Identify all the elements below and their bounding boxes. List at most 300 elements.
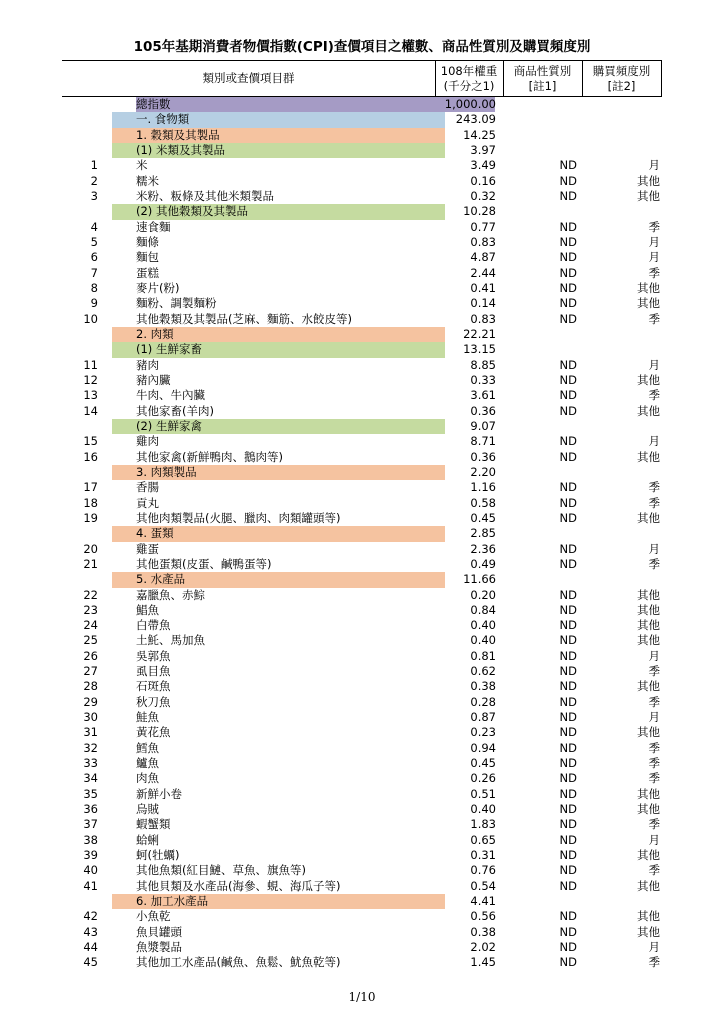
purchase-frequency: 其他 <box>637 633 660 648</box>
purchase-frequency: 季 <box>648 219 660 234</box>
item-weight: 0.40 <box>470 633 496 648</box>
table-row <box>62 603 662 618</box>
item-weight: 0.62 <box>470 664 496 679</box>
purchase-frequency: 季 <box>648 740 660 755</box>
item-number: 29 <box>83 694 98 709</box>
item-number: 45 <box>83 955 98 970</box>
item-name: 新鮮小卷 <box>136 786 182 801</box>
table-row <box>62 373 662 388</box>
item-name: 其他貝類及水產品(海參、蜆、海瓜子等) <box>136 878 341 893</box>
goods-type: ND <box>559 633 577 648</box>
item-weight: 0.36 <box>470 403 496 418</box>
item-number: 44 <box>83 940 98 955</box>
goods-type: ND <box>559 587 577 602</box>
page-number: 1/10 <box>348 990 376 1004</box>
item-number: 40 <box>83 863 98 878</box>
item-name: 其他魚類(紅目鰱、草魚、旗魚等) <box>136 863 306 878</box>
item-weight: 0.77 <box>470 219 496 234</box>
purchase-frequency: 季 <box>648 388 660 403</box>
item-name: 2. 肉類 <box>136 326 174 341</box>
table-row <box>62 633 662 648</box>
item-weight: 0.65 <box>470 832 496 847</box>
purchase-frequency: 其他 <box>637 372 660 387</box>
item-number: 11 <box>83 357 98 372</box>
item-name: 烏賊 <box>136 802 159 817</box>
item-number: 22 <box>83 587 98 602</box>
goods-type: ND <box>559 940 577 955</box>
item-number: 3 <box>90 188 98 203</box>
purchase-frequency: 其他 <box>637 587 660 602</box>
item-weight: 243.09 <box>455 112 496 127</box>
purchase-frequency: 季 <box>648 495 660 510</box>
header-weight-column <box>435 60 503 97</box>
item-weight: 0.76 <box>470 863 496 878</box>
item-number: 31 <box>83 725 98 740</box>
page-title: 105年基期消費者物價指數(CPI)查價項目之權數、商品性質別及購買頻度別 <box>133 39 591 55</box>
item-weight: 0.38 <box>470 924 496 939</box>
item-number: 43 <box>83 924 98 939</box>
purchase-frequency: 其他 <box>637 679 660 694</box>
item-name: 糯米 <box>136 173 159 188</box>
category-row <box>62 894 662 909</box>
item-name: 虱目魚 <box>136 664 171 679</box>
item-name: 其他加工水產品(鹹魚、魚鬆、魷魚乾等) <box>136 955 341 970</box>
item-number: 7 <box>90 265 98 280</box>
item-number: 14 <box>83 403 98 418</box>
item-weight: 0.40 <box>470 802 496 817</box>
item-weight: 2.44 <box>470 265 496 280</box>
item-number: 24 <box>83 618 98 633</box>
table-row <box>62 281 662 296</box>
goods-type: ND <box>559 878 577 893</box>
header-freq-column <box>582 60 661 97</box>
goods-type: ND <box>559 664 577 679</box>
goods-type: ND <box>559 158 577 173</box>
goods-type: ND <box>559 648 577 663</box>
purchase-frequency: 季 <box>648 771 660 786</box>
item-weight: 0.28 <box>470 694 496 709</box>
purchase-frequency: 季 <box>648 480 660 495</box>
category-row <box>62 112 662 127</box>
goods-type: ND <box>559 311 577 326</box>
item-name: 4. 蛋類 <box>136 526 174 541</box>
table-row <box>62 695 662 710</box>
item-name: 雞肉 <box>136 434 159 449</box>
item-number: 10 <box>83 311 98 326</box>
table-row <box>62 158 662 173</box>
item-name: 白帶魚 <box>136 618 171 633</box>
item-weight: 11.66 <box>463 572 496 587</box>
header-goods-label: 商品性質別 <box>513 63 572 78</box>
item-number: 36 <box>83 802 98 817</box>
item-weight: 0.40 <box>470 618 496 633</box>
goods-type: ND <box>559 265 577 280</box>
item-name: 鱈魚 <box>136 740 159 755</box>
item-weight: 0.56 <box>470 909 496 924</box>
item-number: 5 <box>90 234 98 249</box>
goods-type: ND <box>559 832 577 847</box>
table-row <box>62 220 662 235</box>
purchase-frequency: 其他 <box>637 173 660 188</box>
item-weight: 22.21 <box>463 326 496 341</box>
item-name: 石斑魚 <box>136 679 171 694</box>
item-name: 麵粉、調製麵粉 <box>136 296 217 311</box>
item-weight: 0.58 <box>470 495 496 510</box>
goods-type: ND <box>559 219 577 234</box>
goods-type: ND <box>559 449 577 464</box>
item-number: 15 <box>83 434 98 449</box>
item-name: (2) 其他穀類及其製品 <box>136 204 248 219</box>
item-name: 5. 水產品 <box>136 572 186 587</box>
goods-type: ND <box>559 250 577 265</box>
item-weight: 4.41 <box>470 894 496 909</box>
item-name: 吳郭魚 <box>136 648 171 663</box>
category-row <box>62 419 662 434</box>
item-name: 其他肉類製品(火腿、臘肉、肉類罐頭等) <box>136 510 341 525</box>
item-name: 蛤蜊 <box>136 832 159 847</box>
item-number: 32 <box>83 740 98 755</box>
goods-type: ND <box>559 357 577 372</box>
item-weight: 0.32 <box>470 188 496 203</box>
purchase-frequency: 月 <box>648 832 660 847</box>
item-name: 小魚乾 <box>136 909 171 924</box>
item-weight: 2.85 <box>470 526 496 541</box>
item-name: 1. 穀類及其製品 <box>136 127 220 142</box>
purchase-frequency: 月 <box>648 541 660 556</box>
goods-type: ND <box>559 173 577 188</box>
table-row <box>62 848 662 863</box>
purchase-frequency: 其他 <box>637 802 660 817</box>
table-row <box>62 863 662 878</box>
item-name: 牛肉、牛內臟 <box>136 388 205 403</box>
purchase-frequency: 季 <box>648 265 660 280</box>
item-weight: 2.36 <box>470 541 496 556</box>
category-row <box>62 342 662 357</box>
purchase-frequency: 月 <box>648 434 660 449</box>
goods-type: ND <box>559 740 577 755</box>
goods-type: ND <box>559 372 577 387</box>
purchase-frequency: 其他 <box>637 602 660 617</box>
item-name: (1) 生鮮家畜 <box>136 342 202 357</box>
purchase-frequency: 其他 <box>637 878 660 893</box>
item-number: 30 <box>83 710 98 725</box>
item-name: 嘉臘魚、赤鯮 <box>136 587 205 602</box>
item-name: 米 <box>136 158 148 173</box>
item-weight: 0.87 <box>470 710 496 725</box>
goods-type: ND <box>559 556 577 571</box>
table-row <box>62 358 662 373</box>
item-name: 黃花魚 <box>136 725 171 740</box>
table-row <box>62 557 662 572</box>
purchase-frequency: 其他 <box>637 188 660 203</box>
goods-type: ND <box>559 817 577 832</box>
item-number: 1 <box>90 158 98 173</box>
table-row <box>62 542 662 557</box>
goods-type: ND <box>559 786 577 801</box>
item-name: 鮭魚 <box>136 710 159 725</box>
goods-type: ND <box>559 388 577 403</box>
table-row <box>62 756 662 771</box>
item-weight: 0.16 <box>470 173 496 188</box>
goods-type: ND <box>559 403 577 418</box>
header-item-label: 類別或查價項目群 <box>202 71 295 85</box>
item-weight: 8.85 <box>470 357 496 372</box>
table-row <box>62 725 662 740</box>
item-weight: 0.33 <box>470 372 496 387</box>
category-row <box>62 128 662 143</box>
item-weight: 0.94 <box>470 740 496 755</box>
goods-type: ND <box>559 863 577 878</box>
purchase-frequency: 季 <box>648 311 660 326</box>
goods-type: ND <box>559 955 577 970</box>
item-weight: 3.49 <box>470 158 496 173</box>
item-weight: 3.61 <box>470 388 496 403</box>
purchase-frequency: 月 <box>648 710 660 725</box>
category-row <box>62 327 662 342</box>
item-weight: 2.20 <box>470 464 496 479</box>
item-number: 27 <box>83 664 98 679</box>
item-weight: 0.36 <box>470 449 496 464</box>
table-row <box>62 710 662 725</box>
item-number: 18 <box>83 495 98 510</box>
item-name: 其他家畜(羊肉) <box>136 403 214 418</box>
table-header <box>62 60 662 97</box>
item-name: 3. 肉類製品 <box>136 464 197 479</box>
goods-type: ND <box>559 909 577 924</box>
item-name: 一. 食物類 <box>136 112 190 127</box>
item-number: 39 <box>83 848 98 863</box>
item-number: 34 <box>83 771 98 786</box>
table-row <box>62 450 662 465</box>
goods-type: ND <box>559 234 577 249</box>
table-row <box>62 266 662 281</box>
item-weight: 0.41 <box>470 280 496 295</box>
purchase-frequency: 其他 <box>637 725 660 740</box>
table-row <box>62 511 662 526</box>
item-name: 秋刀魚 <box>136 694 171 709</box>
table-row <box>62 434 662 449</box>
table-row <box>62 404 662 419</box>
item-weight: 0.45 <box>470 510 496 525</box>
item-name: 鯧魚 <box>136 602 159 617</box>
goods-type: ND <box>559 694 577 709</box>
purchase-frequency: 月 <box>648 250 660 265</box>
table-row <box>62 174 662 189</box>
header-freq-label: 購買頻度別 <box>592 63 651 78</box>
item-name: 其他家禽(新鮮鴨肉、鵝肉等) <box>136 449 283 464</box>
item-weight: 1.83 <box>470 817 496 832</box>
purchase-frequency: 其他 <box>637 296 660 311</box>
item-name: 貢丸 <box>136 495 159 510</box>
goods-type: ND <box>559 756 577 771</box>
table-row <box>62 787 662 802</box>
item-number: 25 <box>83 633 98 648</box>
purchase-frequency: 其他 <box>637 510 660 525</box>
item-name: 豬內臟 <box>136 372 171 387</box>
goods-type: ND <box>559 495 577 510</box>
purchase-frequency: 季 <box>648 817 660 832</box>
table-row <box>62 817 662 832</box>
header-item-column <box>62 60 435 97</box>
item-weight: 1.16 <box>470 480 496 495</box>
table-row <box>62 296 662 311</box>
item-weight: 0.83 <box>470 234 496 249</box>
header-weight-label: 108年權重 <box>440 63 498 78</box>
header-goods-column <box>503 60 582 97</box>
purchase-frequency: 其他 <box>637 280 660 295</box>
item-weight: 0.49 <box>470 556 496 571</box>
item-number: 4 <box>90 219 98 234</box>
table-row <box>62 879 662 894</box>
table-row <box>62 618 662 633</box>
item-weight: 0.23 <box>470 725 496 740</box>
item-number: 23 <box>83 602 98 617</box>
item-name: 魚貝罐頭 <box>136 924 182 939</box>
purchase-frequency: 季 <box>648 664 660 679</box>
category-row <box>62 572 662 587</box>
item-number: 42 <box>83 909 98 924</box>
purchase-frequency: 月 <box>648 234 660 249</box>
table-body <box>62 97 662 971</box>
goods-type: ND <box>559 480 577 495</box>
item-weight: 3.97 <box>470 142 496 157</box>
item-number: 20 <box>83 541 98 556</box>
item-number: 33 <box>83 756 98 771</box>
table-row <box>62 955 662 970</box>
category-row <box>62 465 662 480</box>
item-number: 19 <box>83 510 98 525</box>
purchase-frequency: 季 <box>648 955 660 970</box>
item-number: 9 <box>90 296 98 311</box>
item-name: 豬肉 <box>136 357 159 372</box>
item-name: (1) 米類及其製品 <box>136 142 225 157</box>
item-number: 6 <box>90 250 98 265</box>
item-weight: 0.84 <box>470 602 496 617</box>
goods-type: ND <box>559 188 577 203</box>
header-goods-note: [註1] <box>528 78 557 93</box>
item-number: 8 <box>90 280 98 295</box>
purchase-frequency: 季 <box>648 756 660 771</box>
item-weight: 9.07 <box>470 418 496 433</box>
item-weight: 13.15 <box>463 342 496 357</box>
goods-type: ND <box>559 771 577 786</box>
item-name: 其他穀類及其製品(芝麻、麵筋、水餃皮等) <box>136 311 352 326</box>
table-row <box>62 649 662 664</box>
item-weight: 0.20 <box>470 587 496 602</box>
item-name: 雞蛋 <box>136 541 159 556</box>
purchase-frequency: 季 <box>648 694 660 709</box>
item-name: 肉魚 <box>136 771 159 786</box>
item-name: 土魠、馬加魚 <box>136 633 205 648</box>
table-row <box>62 925 662 940</box>
item-number: 41 <box>83 878 98 893</box>
item-name: 6. 加工水產品 <box>136 894 209 909</box>
category-row <box>62 526 662 541</box>
item-number: 35 <box>83 786 98 801</box>
item-name: 魚漿製品 <box>136 940 182 955</box>
purchase-frequency: 月 <box>648 648 660 663</box>
category-row <box>62 97 662 112</box>
item-weight: 8.71 <box>470 434 496 449</box>
goods-type: ND <box>559 602 577 617</box>
item-number: 12 <box>83 372 98 387</box>
item-weight: 0.14 <box>470 296 496 311</box>
item-name: 麵包 <box>136 250 159 265</box>
item-weight: 4.87 <box>470 250 496 265</box>
item-name: 其他蛋類(皮蛋、鹹鴨蛋等) <box>136 556 272 571</box>
purchase-frequency: 月 <box>648 357 660 372</box>
item-weight: 0.51 <box>470 786 496 801</box>
table-row <box>62 312 662 327</box>
purchase-frequency: 其他 <box>637 786 660 801</box>
purchase-frequency: 其他 <box>637 909 660 924</box>
item-name: 香腸 <box>136 480 159 495</box>
purchase-frequency: 其他 <box>637 924 660 939</box>
table-row <box>62 833 662 848</box>
item-number: 26 <box>83 648 98 663</box>
item-name: (2) 生鮮家禽 <box>136 418 202 433</box>
category-row <box>62 143 662 158</box>
goods-type: ND <box>559 802 577 817</box>
purchase-frequency: 季 <box>648 863 660 878</box>
item-name: 蝦蟹類 <box>136 817 171 832</box>
item-name: 麵條 <box>136 234 159 249</box>
goods-type: ND <box>559 848 577 863</box>
goods-type: ND <box>559 679 577 694</box>
goods-type: ND <box>559 280 577 295</box>
goods-type: ND <box>559 924 577 939</box>
goods-type: ND <box>559 710 577 725</box>
table-row <box>62 909 662 924</box>
goods-type: ND <box>559 618 577 633</box>
table-row <box>62 771 662 786</box>
item-number: 17 <box>83 480 98 495</box>
item-number: 38 <box>83 832 98 847</box>
goods-type: ND <box>559 541 577 556</box>
purchase-frequency: 其他 <box>637 403 660 418</box>
item-weight: 0.45 <box>470 756 496 771</box>
purchase-frequency: 其他 <box>637 449 660 464</box>
item-weight: 0.54 <box>470 878 496 893</box>
goods-type: ND <box>559 296 577 311</box>
item-weight: 2.02 <box>470 940 496 955</box>
item-number: 28 <box>83 679 98 694</box>
item-name: 麥片(粉) <box>136 280 180 295</box>
item-weight: 10.28 <box>463 204 496 219</box>
header-weight-unit: (千分之1) <box>443 78 495 93</box>
item-weight: 0.83 <box>470 311 496 326</box>
table-row <box>62 235 662 250</box>
item-name: 米粉、粄條及其他米類製品 <box>136 188 274 203</box>
table-row <box>62 189 662 204</box>
table-row <box>62 940 662 955</box>
item-weight: 0.38 <box>470 679 496 694</box>
item-name: 鱸魚 <box>136 756 159 771</box>
table-row <box>62 588 662 603</box>
purchase-frequency: 季 <box>648 556 660 571</box>
table-row <box>62 496 662 511</box>
table-row <box>62 480 662 495</box>
item-weight: 1.45 <box>470 955 496 970</box>
item-number: 21 <box>83 556 98 571</box>
item-name: 速食麵 <box>136 219 171 234</box>
purchase-frequency: 其他 <box>637 618 660 633</box>
table-row <box>62 679 662 694</box>
purchase-frequency: 其他 <box>637 848 660 863</box>
item-number: 16 <box>83 449 98 464</box>
table-row <box>62 250 662 265</box>
item-weight: 0.31 <box>470 848 496 863</box>
